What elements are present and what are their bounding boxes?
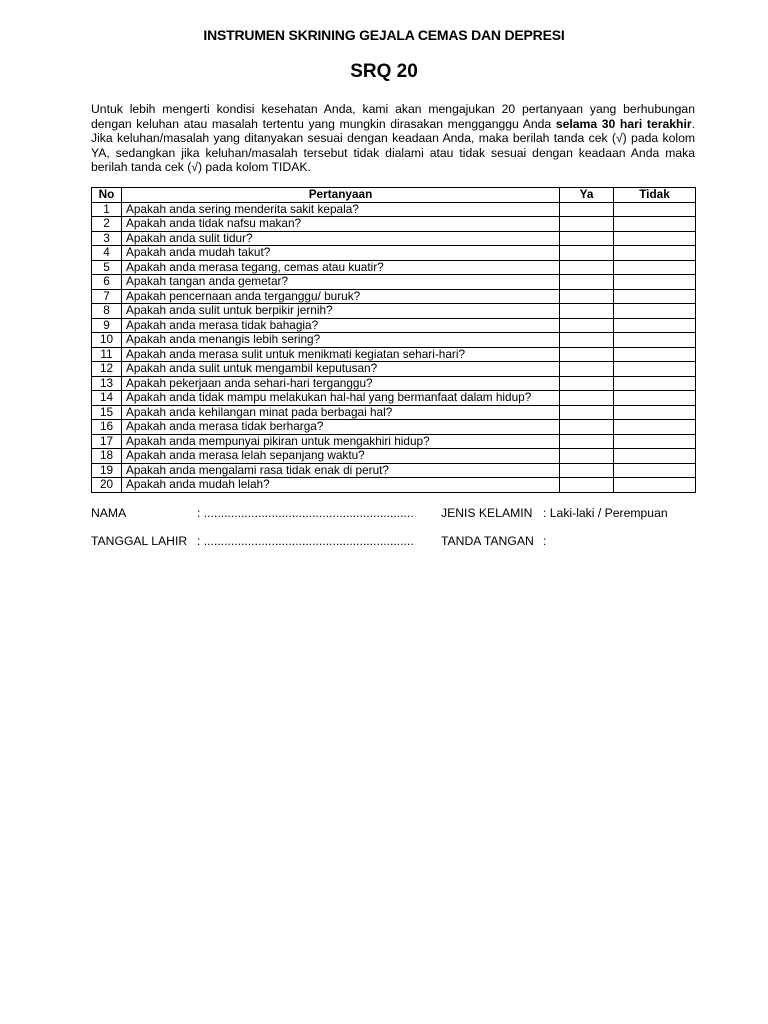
question-number: 17 xyxy=(92,434,122,449)
question-text: Apakah anda mengalami rasa tidak enak di perut? xyxy=(122,463,560,478)
question-text: Apakah anda kehilangan minat pada berbagai hal? xyxy=(122,405,560,420)
answer-no-cell[interactable] xyxy=(614,362,696,377)
table-row xyxy=(92,405,696,420)
answer-no-cell[interactable] xyxy=(614,289,696,304)
answer-yes-cell[interactable] xyxy=(560,333,614,348)
answer-no-cell[interactable] xyxy=(614,347,696,362)
answer-no-cell[interactable] xyxy=(614,275,696,290)
tanda-tangan-label: TANDA TANGAN xyxy=(441,534,534,548)
question-number: 2 xyxy=(92,217,122,232)
question-number: 6 xyxy=(92,275,122,290)
table-row xyxy=(92,231,696,246)
question-text: Apakah tangan anda gemetar? xyxy=(122,275,560,290)
intro-text-bold: selama 30 hari terakhir xyxy=(555,116,692,131)
question-text: Apakah anda merasa tegang, cemas atau kuatir? xyxy=(122,260,560,275)
jenis-kelamin-label: JENIS KELAMIN xyxy=(441,506,533,520)
answer-no-cell[interactable] xyxy=(614,217,696,232)
answer-yes-cell[interactable] xyxy=(560,289,614,304)
table-row xyxy=(92,347,696,362)
question-number: 10 xyxy=(92,333,122,348)
answer-no-cell[interactable] xyxy=(614,420,696,435)
question-text: Apakah anda sering menderita sakit kepala? xyxy=(122,202,560,217)
answer-yes-cell[interactable] xyxy=(560,347,614,362)
answer-yes-cell[interactable] xyxy=(560,217,614,232)
answer-yes-cell[interactable] xyxy=(560,478,614,493)
answer-yes-cell[interactable] xyxy=(560,463,614,478)
question-text: Apakah anda merasa tidak bahagia? xyxy=(122,318,560,333)
tanda-tangan-value: : xyxy=(543,534,547,548)
question-text: Apakah pekerjaan anda sehari-hari terganggu? xyxy=(122,376,560,391)
question-text: Apakah anda sulit untuk mengambil keputusan? xyxy=(122,362,560,377)
answer-yes-cell[interactable] xyxy=(560,260,614,275)
question-number: 18 xyxy=(92,449,122,464)
question-text: Apakah anda merasa sulit untuk menikmati kegiatan sehari-hari? xyxy=(122,347,560,362)
intro-text-end: . Jika keluhan/masalah yang ditanyakan sesuai dengan keadaan Anda, maka berilah tanda cek (√) pada kolom YA, sedangkan jika keluhan/masalah tersebut tidak dialami atau tidak sesuai dengan keadaan Anda maka berilah tanda cek (√) pada kolom TIDAK. xyxy=(91,116,695,174)
answer-yes-cell[interactable] xyxy=(560,362,614,377)
answer-no-cell[interactable] xyxy=(614,318,696,333)
question-text: Apakah anda menangis lebih sering? xyxy=(122,333,560,348)
question-number: 20 xyxy=(92,478,122,493)
answer-yes-cell[interactable] xyxy=(560,434,614,449)
answer-yes-cell[interactable] xyxy=(560,318,614,333)
answer-no-cell[interactable] xyxy=(614,231,696,246)
question-number: 16 xyxy=(92,420,122,435)
answer-no-cell[interactable] xyxy=(614,434,696,449)
table-row xyxy=(92,260,696,275)
question-text: Apakah anda mempunyai pikiran untuk mengakhiri hidup? xyxy=(122,434,560,449)
question-text: Apakah anda mudah takut? xyxy=(122,246,560,261)
question-number: 15 xyxy=(92,405,122,420)
answer-yes-cell[interactable] xyxy=(560,304,614,319)
nama-value: : .............................................................. xyxy=(197,506,414,520)
document-title: INSTRUMEN SKRINING GEJALA CEMAS DAN DEPRESI xyxy=(203,27,565,43)
answer-yes-cell[interactable] xyxy=(560,202,614,217)
table-row xyxy=(92,275,696,290)
answer-yes-cell[interactable] xyxy=(560,449,614,464)
answer-no-cell[interactable] xyxy=(614,449,696,464)
table-row xyxy=(92,478,696,493)
question-number: 13 xyxy=(92,376,122,391)
intro-text-start: Untuk lebih mengerti kondisi kesehatan Anda, kami akan mengajukan 20 pertanyaan yang berhubungan dengan keluhan atau masalah tertentu yang mungkin dirasakan mengganggu Anda xyxy=(91,102,695,131)
answer-yes-cell[interactable] xyxy=(560,391,614,406)
answer-no-cell[interactable] xyxy=(614,333,696,348)
document-subtitle: SRQ 20 xyxy=(350,61,418,82)
table-header-row xyxy=(92,188,696,203)
question-text: Apakah anda tidak mampu melakukan hal-hal yang bermanfaat dalam hidup? xyxy=(122,391,560,406)
question-number: 11 xyxy=(92,347,122,362)
table-row xyxy=(92,463,696,478)
table-row xyxy=(92,246,696,261)
table-row xyxy=(92,318,696,333)
question-text: Apakah pencernaan anda terganggu/ buruk? xyxy=(122,289,560,304)
question-text: Apakah anda sulit untuk berpikir jernih? xyxy=(122,304,560,319)
question-text: Apakah anda merasa tidak berharga? xyxy=(122,420,560,435)
question-number: 14 xyxy=(92,391,122,406)
answer-yes-cell[interactable] xyxy=(560,275,614,290)
table-row xyxy=(92,391,696,406)
table-row xyxy=(92,333,696,348)
table-row xyxy=(92,202,696,217)
question-number: 9 xyxy=(92,318,122,333)
answer-no-cell[interactable] xyxy=(614,304,696,319)
answer-yes-cell[interactable] xyxy=(560,376,614,391)
answer-no-cell[interactable] xyxy=(614,478,696,493)
answer-no-cell[interactable] xyxy=(614,376,696,391)
answer-yes-cell[interactable] xyxy=(560,231,614,246)
answer-yes-cell[interactable] xyxy=(560,405,614,420)
header-no-answer: Tidak xyxy=(614,188,696,203)
tanggal-lahir-value: : .............................................................. xyxy=(197,534,414,548)
question-number: 5 xyxy=(92,260,122,275)
question-number: 12 xyxy=(92,362,122,377)
table-body xyxy=(92,202,696,492)
answer-no-cell[interactable] xyxy=(614,463,696,478)
question-number: 7 xyxy=(92,289,122,304)
intro-paragraph xyxy=(91,102,695,175)
question-number: 19 xyxy=(92,463,122,478)
question-number: 1 xyxy=(92,202,122,217)
question-text: Apakah anda mudah lelah? xyxy=(122,478,560,493)
answer-no-cell[interactable] xyxy=(614,202,696,217)
table-row xyxy=(92,304,696,319)
answer-no-cell[interactable] xyxy=(614,246,696,261)
answer-yes-cell[interactable] xyxy=(560,420,614,435)
question-number: 4 xyxy=(92,246,122,261)
question-number: 3 xyxy=(92,231,122,246)
nama-label: NAMA xyxy=(91,506,127,520)
answer-no-cell[interactable] xyxy=(614,405,696,420)
table-row xyxy=(92,362,696,377)
table-row xyxy=(92,420,696,435)
table-row xyxy=(92,289,696,304)
jenis-kelamin-value: : Laki-laki / Perempuan xyxy=(543,506,668,520)
header-question: Pertanyaan xyxy=(122,188,560,203)
table-row xyxy=(92,376,696,391)
table-row xyxy=(92,449,696,464)
question-text: Apakah anda tidak nafsu makan? xyxy=(122,217,560,232)
table-row xyxy=(92,217,696,232)
answer-no-cell[interactable] xyxy=(614,260,696,275)
answer-no-cell[interactable] xyxy=(614,391,696,406)
table-row xyxy=(92,434,696,449)
question-text: Apakah anda sulit tidur? xyxy=(122,231,560,246)
tanggal-lahir-label: TANGGAL LAHIR xyxy=(91,534,188,548)
answer-yes-cell[interactable] xyxy=(560,246,614,261)
header-no: No xyxy=(92,188,122,203)
question-text: Apakah anda merasa lelah sepanjang waktu? xyxy=(122,449,560,464)
question-number: 8 xyxy=(92,304,122,319)
questionnaire-table xyxy=(91,187,696,493)
header-yes: Ya xyxy=(560,188,614,203)
